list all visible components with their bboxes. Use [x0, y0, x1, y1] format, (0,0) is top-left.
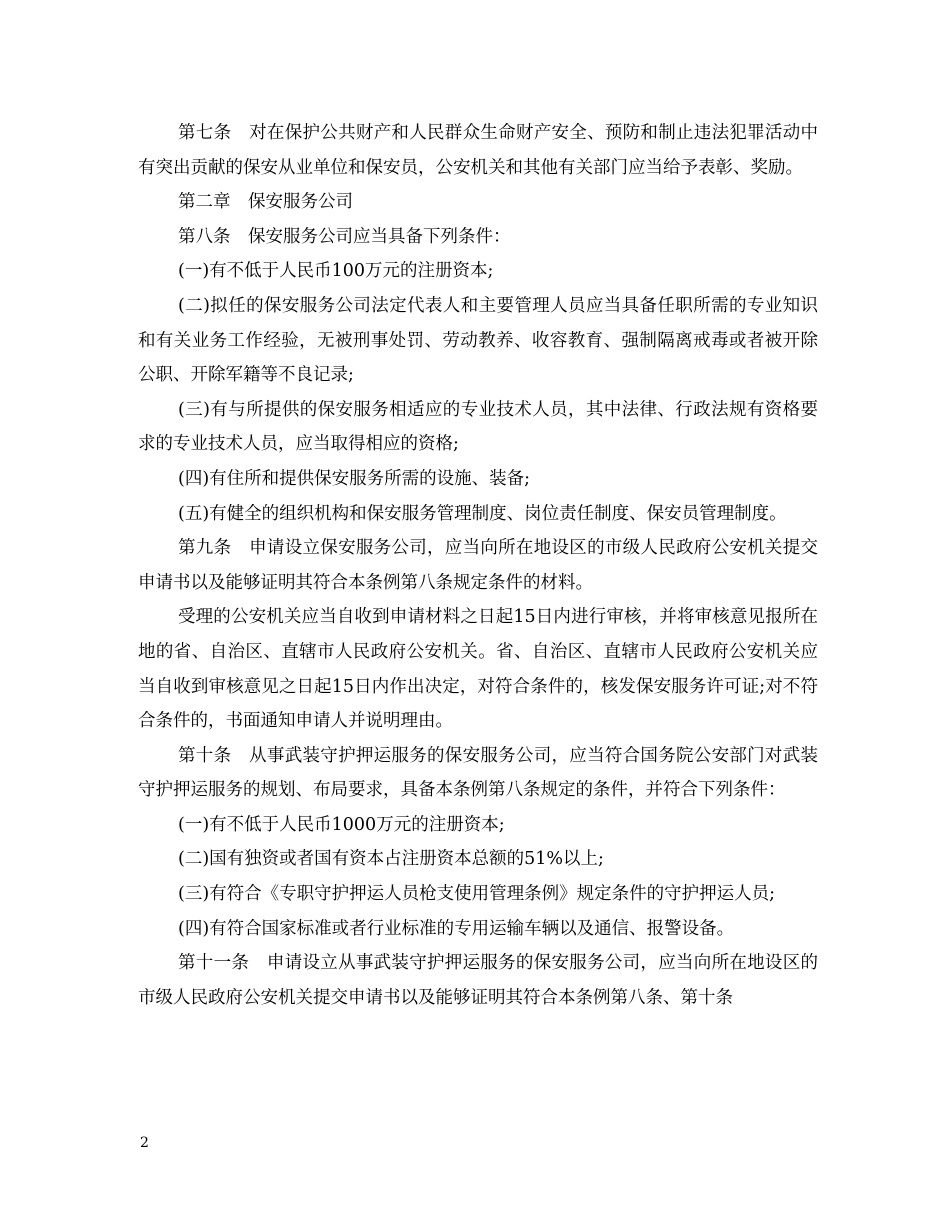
- document-body: [138, 116, 818, 1015]
- paragraph-article-10-item-4: (四)有符合国家标准或者行业标准的专用运输车辆以及通信、报警设备。: [178, 918, 735, 939]
- chapter-2-heading: 第二章 保安服务公司: [178, 192, 353, 213]
- paragraph-article-8: 第八条 保安服务公司应当具备下列条件：: [178, 226, 511, 247]
- paragraph-article-8-item-3: (三)有与所提供的保安服务相适应的专业技术人员，其中法律、行政法规有资格要求的专业技术人员，应当取得相应的资格;: [138, 399, 818, 455]
- paragraph-article-10: 第十条 从事武装守护押运服务的保安服务公司，应当符合国务院公安部门对武装守护押运服务的规划、布局要求，具备本条例第八条规定的条件，并符合下列条件：: [138, 745, 818, 801]
- paragraph-article-9: 第九条 申请设立保安服务公司，应当向所在地设区的市级人民政府公安机关提交申请书以及能够证明其符合本条例第八条规定条件的材料。: [138, 538, 818, 593]
- paragraph-article-10-item-3: (三)有符合《专职守护押运人员枪支使用管理条例》规定条件的守护押运人员;: [178, 884, 776, 905]
- paragraph-article-11: 第十一条 申请设立从事武装守护押运服务的保安服务公司，应当向所在地设区的市级人民政府公安机关提交申请书以及能够证明其符合本条例第八条、第十条: [138, 953, 818, 1008]
- page-number: 2: [140, 1135, 149, 1151]
- paragraph-article-8-item-2: (二)拟任的保安服务公司法定代表人和主要管理人员应当具备任职所需的专业知识和有关业务工作经验，无被刑事处罚、劳动教养、收容教育、强制隔离戒毒或者被开除公职、开除军籍等不良记录;: [138, 295, 818, 386]
- paragraph-article-7: 第七条 对在保护公共财产和人民群众生命财产安全、预防和制止违法犯罪活动中有突出贡献的保安从业单位和保安员，公安机关和其他有关部门应当给予表彰、奖励。: [138, 123, 818, 178]
- paragraph-article-10-item-2: (二)国有独资或者国有资本占注册资本总额的51%以上;: [178, 849, 604, 870]
- paragraph-article-9-review: 受理的公安机关应当自收到申请材料之日起15日内进行审核，并将审核意见报所在地的省、自治区、直辖市人民政府公安机关。省、自治区、直辖市人民政府公安机关应当自收到审核意见之日起15日内作出决定，对符合条件的，核发保安服务许可证;对不符合条件的，书面通知申请人并说明理由。: [138, 607, 818, 732]
- paragraph-article-8-item-5: (五)有健全的组织机构和保安服务管理制度、岗位责任制度、保安员管理制度。: [178, 503, 787, 524]
- paragraph-article-8-item-4: (四)有住所和提供保安服务所需的设施、装备;: [178, 468, 531, 489]
- paragraph-article-10-item-1: (一)有不低于人民币1000万元的注册资本;: [178, 814, 505, 835]
- paragraph-article-8-item-1: (一)有不低于人民币100万元的注册资本;: [178, 261, 494, 282]
